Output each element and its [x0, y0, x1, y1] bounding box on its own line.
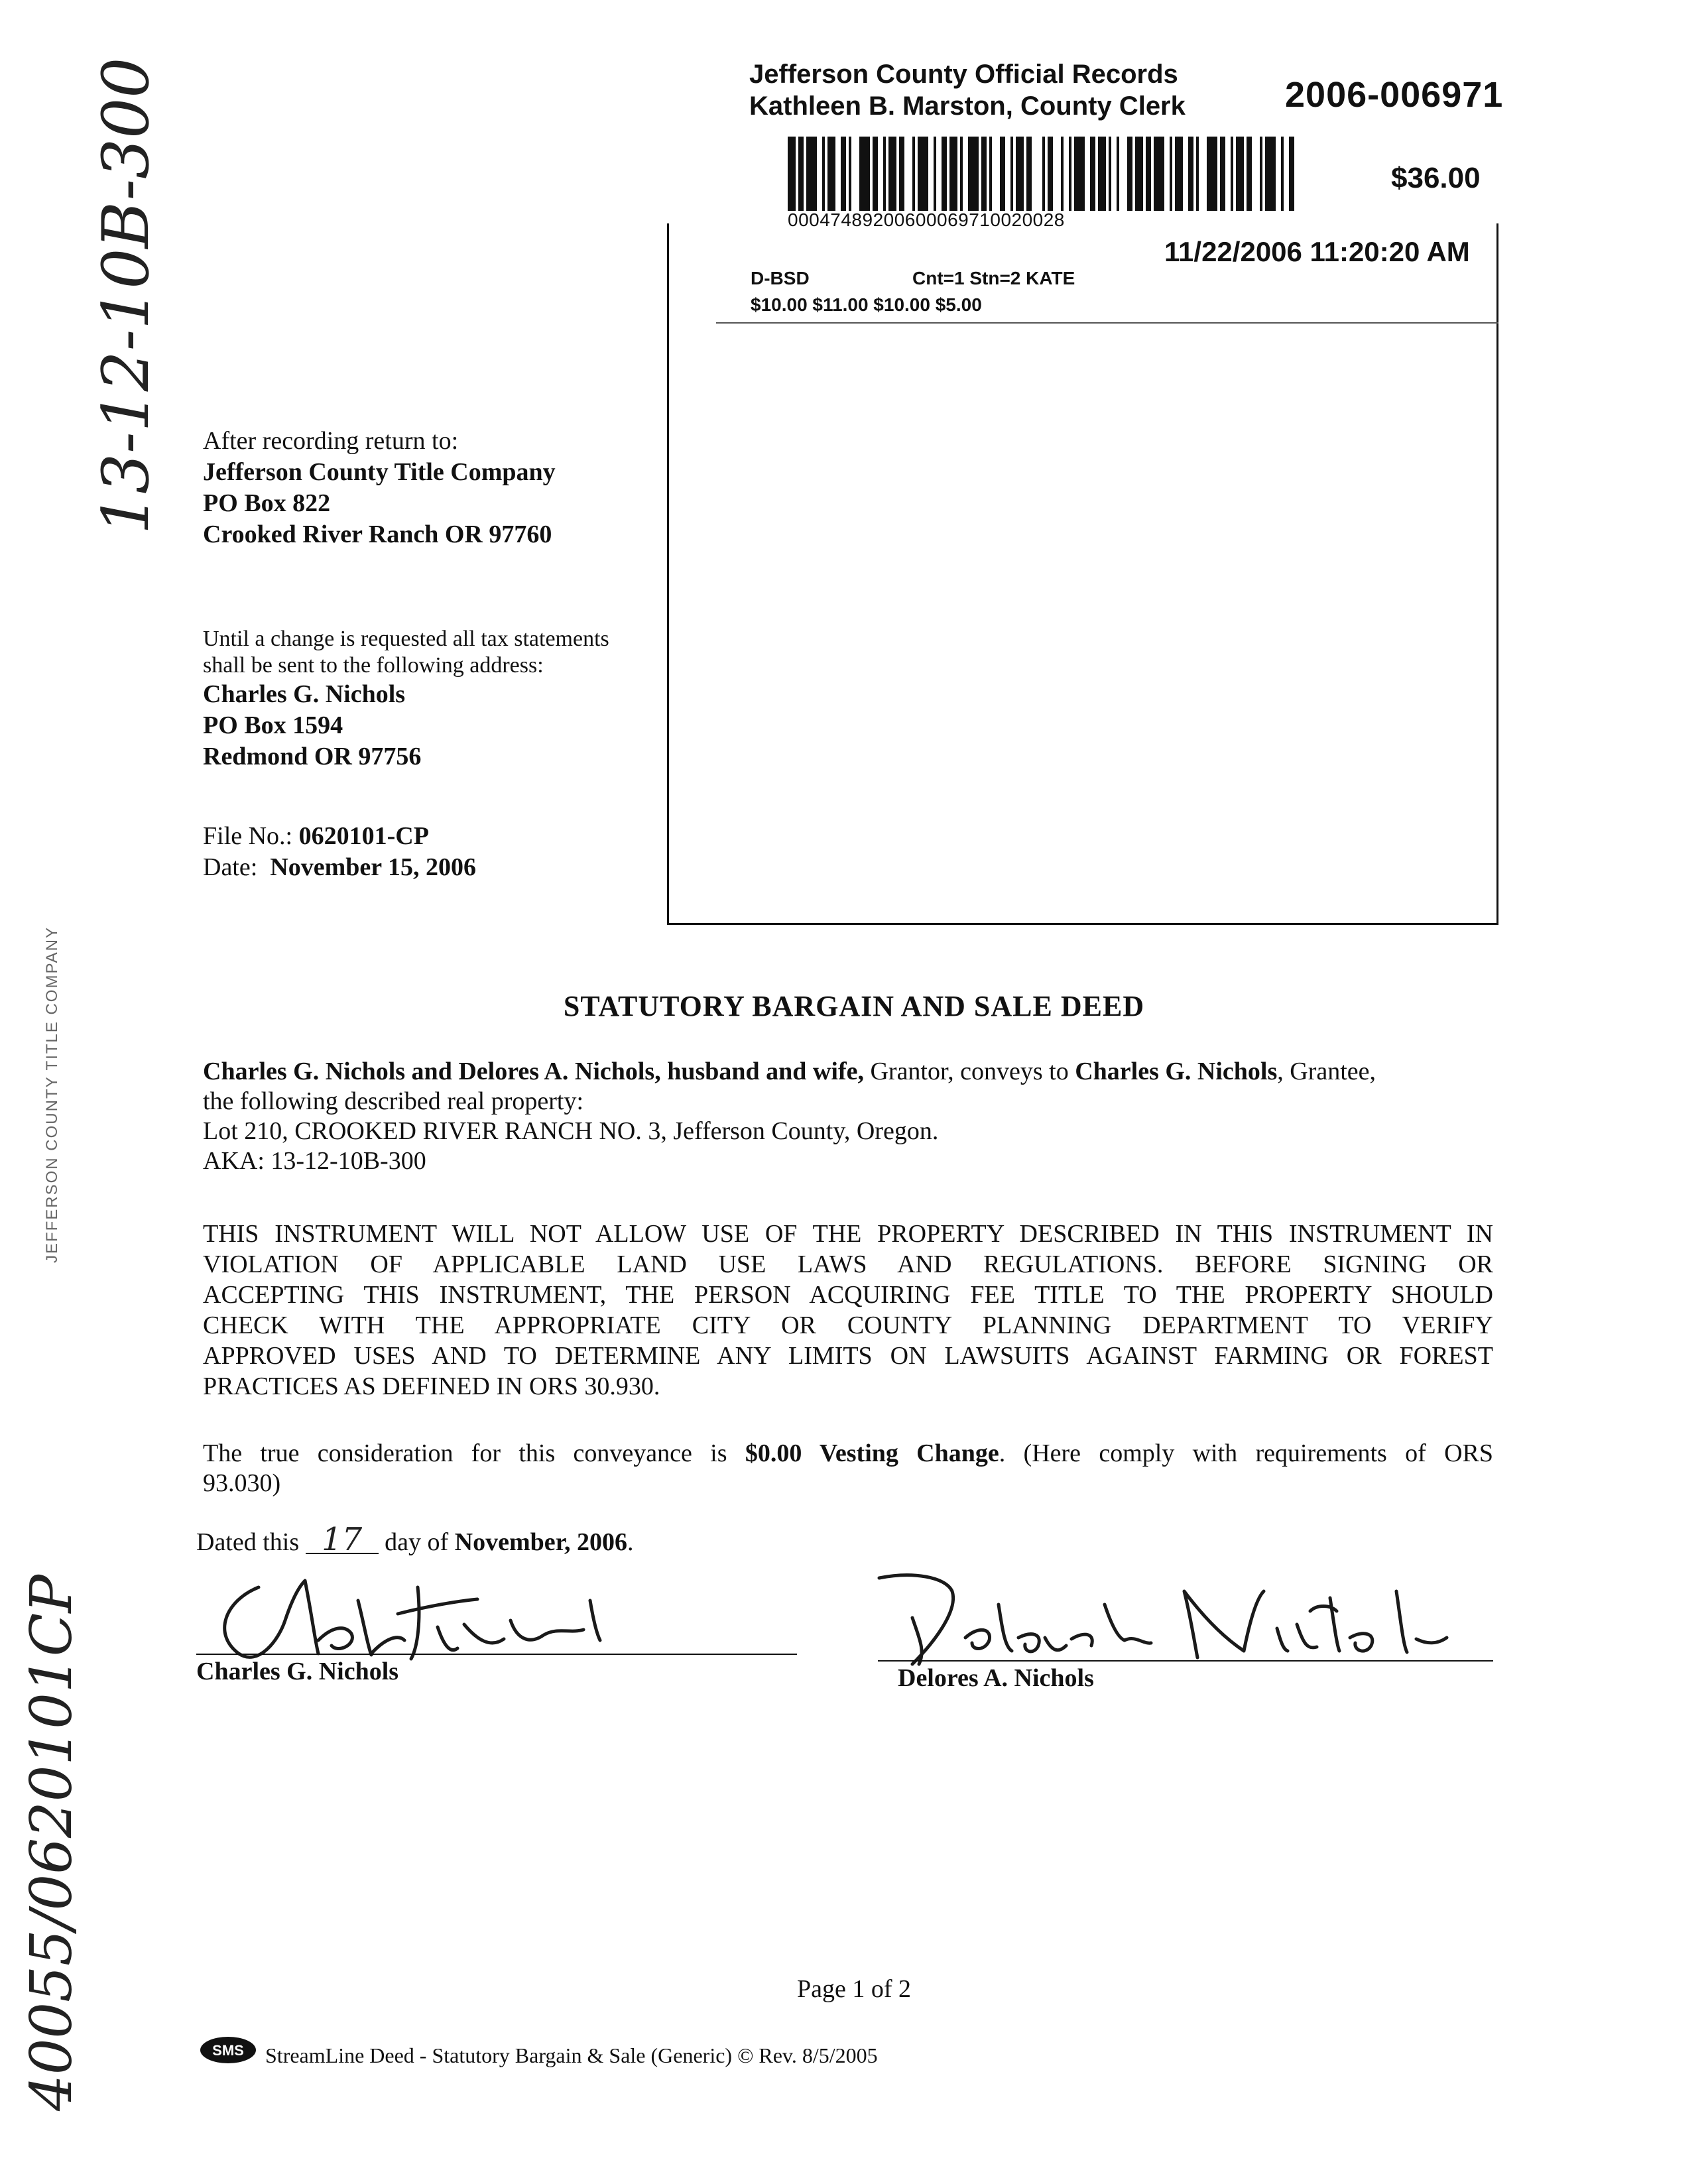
barcode-bar: [1010, 137, 1013, 211]
side-stamp: JEFFERSON COUNTY TITLE COMPANY: [43, 926, 61, 1264]
doc-code: D-BSD: [751, 268, 810, 288]
warning-line: THIS INSTRUMENT WILL NOT ALLOW USE OF THE PROPERTY DESCRIBED IN THIS INSTRUMENT IN: [203, 1220, 1493, 1248]
recording-box-divider: [716, 322, 1498, 324]
barcode-bar: [1281, 137, 1284, 211]
barcode-bar: [1127, 137, 1132, 211]
barcode-bar: [1220, 137, 1225, 211]
signature-charles: [199, 1561, 650, 1667]
file-info: [203, 821, 476, 883]
dated-pre: Dated this: [196, 1528, 300, 1556]
barcode-bar: [1048, 137, 1053, 211]
barcode-bar: [1289, 137, 1294, 211]
barcode-bar: [1109, 137, 1111, 211]
page-number: Page 1 of 2: [796, 1975, 912, 2003]
grantee-role: , Grantee,: [1277, 1058, 1376, 1085]
return-to-name: Jefferson County Title Company: [203, 458, 556, 486]
tax-statement-name: Charles G. Nichols: [203, 680, 406, 708]
barcode-graphic: [788, 137, 1294, 211]
barcode-bar: [849, 137, 851, 211]
legal-description: Lot 210, CROOKED RIVER RANCH NO. 3, Jefferson County, Oregon.: [203, 1117, 939, 1145]
barcode-bar: [806, 137, 817, 211]
barcode-bar: [1154, 137, 1164, 211]
dated-mid: day of: [385, 1528, 449, 1556]
return-to-label: After recording return to:: [203, 427, 459, 455]
barcode-bar: [1207, 137, 1217, 211]
barcode-bar: [942, 137, 947, 211]
file-date-value: November 15, 2006: [270, 853, 476, 881]
barcode-bar: [1196, 137, 1199, 211]
consideration-pre: The true consideration for this conveyance is: [203, 1439, 727, 1467]
barcode-bar: [989, 137, 992, 211]
barcode-bar: [1236, 137, 1244, 211]
barcode-bar: [1090, 137, 1095, 211]
dated-line: [196, 1521, 634, 1558]
warning-line: VIOLATION OF APPLICABLE LAND USE LAWS AND REGULATIONS. BEFORE SIGNING OR: [203, 1250, 1493, 1278]
barcode-bar: [1098, 137, 1106, 211]
barcode-bar: [888, 137, 896, 211]
warning-line: ACCEPTING THIS INSTRUMENT, THE PERSON ACQUIRING FEE TITLE TO THE PROPERTY SHOULD: [203, 1281, 1493, 1309]
file-number-value: 0620101-CP: [298, 822, 429, 850]
grantor-role: Grantor, conveys to: [870, 1058, 1069, 1085]
deed-title: STATUTORY BARGAIN AND SALE DEED: [563, 990, 1145, 1022]
consideration-post: . (Here comply with requirements of ORS: [999, 1439, 1494, 1467]
handwritten-file-ref: 40055/0620101CP: [19, 1574, 85, 2111]
barcode-bar: [788, 137, 796, 211]
barcode-bar: [981, 137, 987, 211]
tax-statement-line1: Until a change is requested all tax statements: [203, 627, 609, 651]
barcode-bar: [883, 137, 886, 211]
recorded-datetime: 11/22/2006 11:20:20 AM: [1164, 236, 1470, 267]
barcode-bar: [968, 137, 979, 211]
grantee-name: Charles G. Nichols: [1075, 1058, 1278, 1085]
fee-breakdown: $10.00 $11.00 $10.00 $5.00: [751, 294, 982, 315]
barcode-bar: [873, 137, 878, 211]
return-to-address2: Crooked River Ranch OR 97760: [203, 520, 552, 548]
document-number: 2006-006971: [1285, 75, 1504, 115]
warning-line: PRACTICES AS DEFINED IN ORS 30.930.: [203, 1372, 660, 1400]
barcode-bar: [912, 137, 915, 211]
recording-fee: $36.00: [1391, 162, 1481, 194]
handwritten-tax-lot: 13-12-10B-300: [89, 57, 163, 534]
barcode-bar: [822, 137, 825, 211]
tax-statement-address2: Redmond OR 97756: [203, 743, 422, 770]
barcode-bar: [899, 137, 904, 211]
barcode-bar: [1016, 137, 1024, 211]
dated-end: .: [627, 1528, 634, 1556]
barcode-bar: [1146, 137, 1151, 211]
barcode-bar: [1175, 137, 1183, 211]
aka-number: AKA: 13-12-10B-300: [203, 1147, 426, 1175]
signature-line-1: [196, 1654, 797, 1655]
barcode-bar: [798, 137, 804, 211]
barcode-bar: [841, 137, 846, 211]
signature-line-2: [878, 1660, 1493, 1662]
tax-statement-line2: shall be sent to the following address:: [203, 653, 544, 678]
footer-text: StreamLine Deed - Statutory Bargain & Sale (Generic) © Rev. 8/5/2005: [265, 2043, 878, 2067]
recorder-office: [749, 58, 1186, 122]
return-to-block: [203, 426, 556, 550]
barcode-bar: [1260, 137, 1262, 211]
consideration-paragraph: [203, 1439, 1493, 1498]
tax-statement-address1: PO Box 1594: [203, 711, 343, 739]
barcode-bar: [934, 137, 936, 211]
barcode-bar: [1265, 137, 1276, 211]
barcode-bar: [1074, 137, 1085, 211]
conveyance-paragraph: [203, 1057, 1493, 1176]
doc-counts: Cnt=1 Stn=2 KATE: [912, 268, 1075, 288]
barcode-bar: [918, 137, 928, 211]
barcode-bar: [827, 137, 835, 211]
signer2-name: Delores A. Nichols: [898, 1664, 1094, 1692]
grantor-names: Charles G. Nichols and Delores A. Nichols, husband and wife,: [203, 1058, 864, 1085]
barcode-bar: [1026, 137, 1032, 211]
file-number-label: File No.:: [203, 822, 293, 850]
barcode-bar: [1061, 137, 1064, 211]
consideration-line1: [203, 1439, 1493, 1469]
consideration-value: $0.00 Vesting Change: [745, 1439, 999, 1467]
barcode-bar: [1231, 137, 1233, 211]
recorder-office-line2: Kathleen B. Marston, County Clerk: [749, 91, 1186, 121]
streamline-logo-text: SMS: [212, 2042, 244, 2059]
dated-day: 17: [306, 1526, 379, 1554]
streamline-logo-icon: [199, 2035, 257, 2065]
recording-box: [667, 223, 1498, 925]
property-intro: the following described real property:: [203, 1087, 584, 1115]
conveyance-line1: [203, 1057, 1493, 1087]
barcode-bar: [960, 137, 963, 211]
barcode-bar: [1170, 137, 1172, 211]
file-date-label: Date:: [203, 853, 258, 881]
tax-statement-block: [203, 626, 609, 772]
warning-line: CHECK WITH THE APPROPRIATE CITY OR COUNTY PLANNING DEPARTMENT TO VERIFY: [203, 1311, 1493, 1339]
barcode-bar: [949, 137, 957, 211]
barcode-bar: [1247, 137, 1252, 211]
consideration-line2: 93.030): [203, 1469, 281, 1497]
barcode-bar: [1135, 137, 1143, 211]
signer1-name: Charles G. Nichols: [196, 1658, 399, 1685]
file-date-row: [203, 852, 476, 883]
warning-line: APPROVED USES AND TO DETERMINE ANY LIMITS ON LAWSUITS AGAINST FARMING OR FOREST: [203, 1342, 1493, 1370]
file-number-row: [203, 821, 476, 852]
barcode-bar: [859, 137, 870, 211]
barcode-bar: [1000, 137, 1005, 211]
barcode-bar: [1117, 137, 1119, 211]
barcode-number: 00047489200600069710020028: [788, 210, 1065, 230]
signature-delores: [873, 1565, 1449, 1671]
barcode-bar: [1188, 137, 1193, 211]
land-use-warning: [203, 1219, 1493, 1402]
dated-month-year: November, 2006: [454, 1528, 628, 1556]
recorder-office-line1: Jefferson County Official Records: [749, 60, 1178, 89]
return-to-address1: PO Box 822: [203, 489, 331, 517]
barcode-bar: [1069, 137, 1071, 211]
barcode-bar: [1042, 137, 1045, 211]
